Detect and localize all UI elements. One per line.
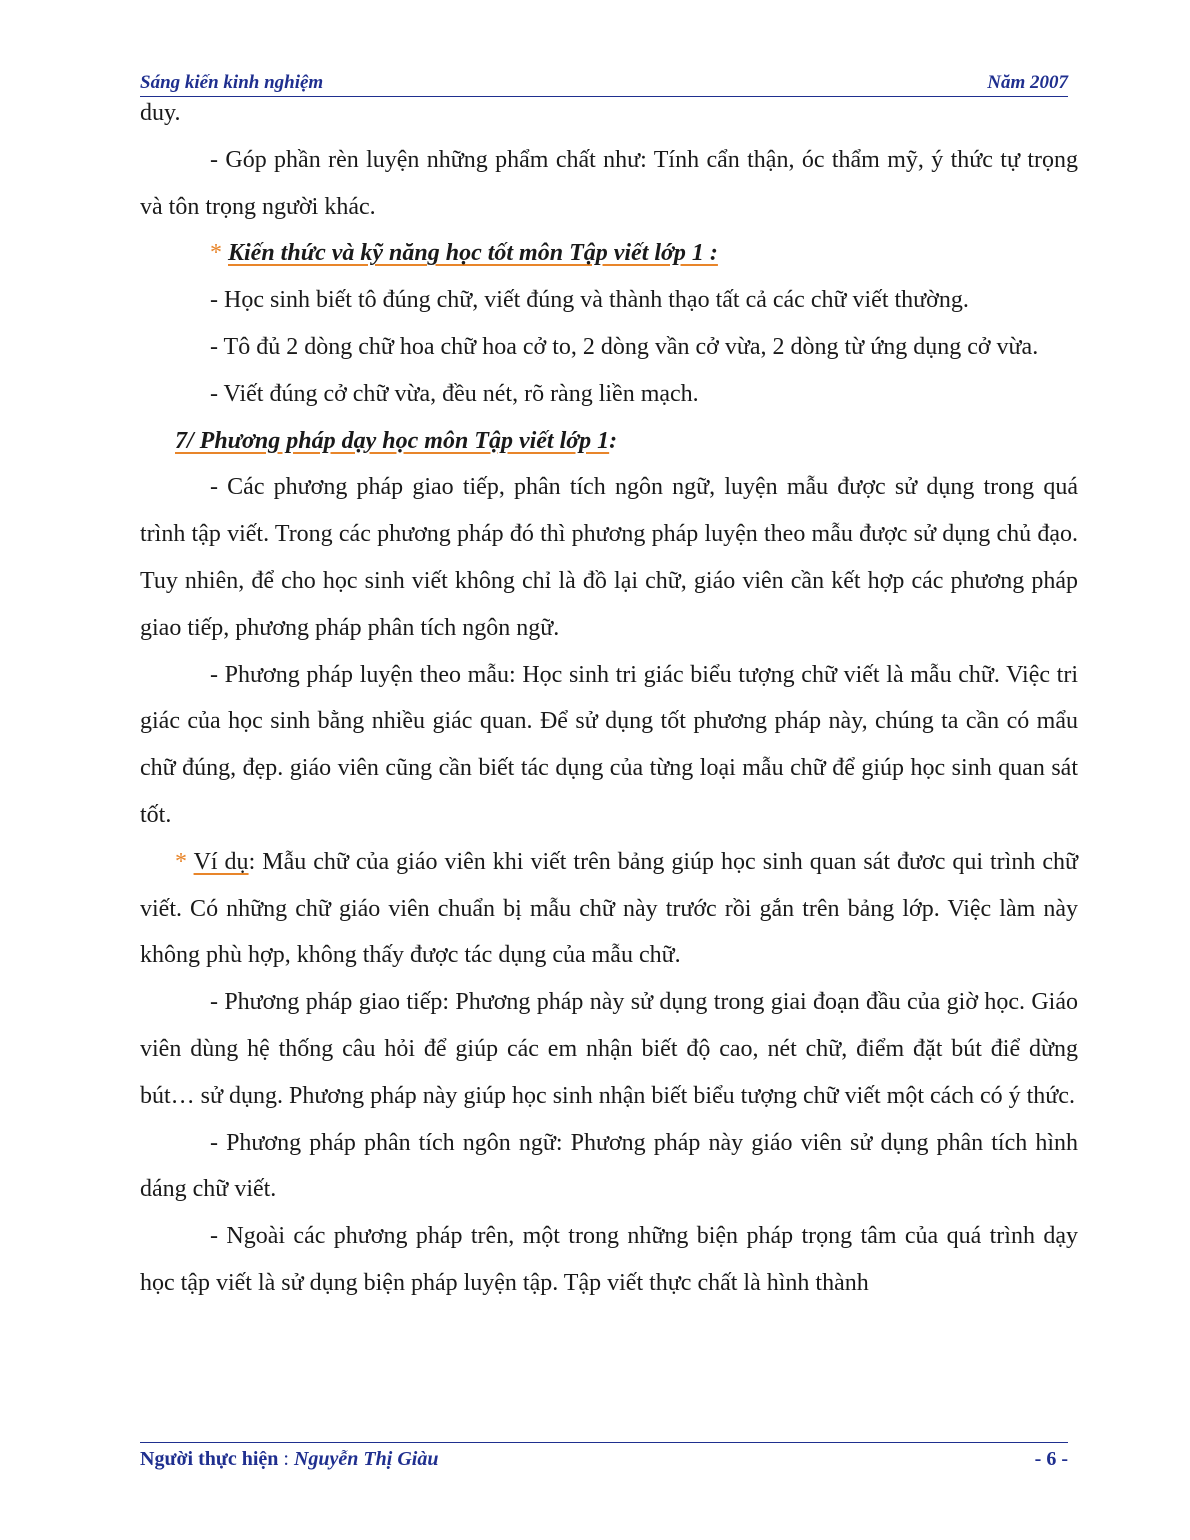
bullet-star-icon: * (210, 240, 222, 267)
paragraph-skill-1: - Học sinh biết tô đúng chữ, viết đúng và thành thạo tất cả các chữ viết thường. (210, 287, 969, 314)
document-body (140, 90, 1078, 1307)
paragraph-continuation: duy. (140, 100, 181, 126)
footer-author (140, 1446, 438, 1472)
page-footer (140, 1446, 1068, 1472)
paragraph-method-communication: - Phương pháp giao tiếp: Phương pháp này sử dụng trong giai đoạn đầu của giờ học. Giáo viên dùng hệ thống câu hỏi để giúp các em nhận biết độ cao, nét chữ, điểm đặt bút điể dừng bút… sử dụng. Phương pháp này giúp học sinh nhận biết biểu tượng chữ viết một cách có ý thức. (140, 989, 1078, 1109)
heading-methods-colon: : (609, 427, 618, 454)
footer-author-name: Nguyễn Thị Giàu (293, 1448, 439, 1470)
paragraph-method-practice: - Ngoài các phương pháp trên, một trong những biện pháp trọng tâm của quá trình dạy học tập viết là sử dụng biện pháp luyện tập. Tập viết thực chất là hình thành (140, 1223, 1078, 1296)
paragraph-methods-intro: - Các phương pháp giao tiếp, phân tích ngôn ngữ, luyện mẫu được sử dụng trong quá trình tập viết. Trong các phương pháp đó thì phương pháp luyện theo mẫu được sử dụng chủ đạo. Tuy nhiên, để cho học sinh viết không chỉ là đồ lại chữ, giáo viên cần kết hợp các phương pháp giao tiếp, phương pháp phân tích ngôn ngữ. (140, 474, 1078, 641)
example-label: Ví dụ (193, 848, 249, 875)
example-text: : Mẫu chữ của giáo viên khi viết trên bảng giúp học sinh quan sát đươc qui trình chữ viết. Có những chữ giáo viên chuẩn bị mẫu chữ này trước rồi gắn trên bảng lớp. Việc làm này không phù hợp, không thấy được tác dụng của mẫu chữ. (140, 848, 1078, 969)
footer-divider (140, 1442, 1068, 1443)
heading-skills-text: Kiến thức và kỹ năng học tốt môn Tập viết lớp 1 : (228, 240, 718, 267)
paragraph-qualities: - Góp phần rèn luyện những phẩm chất như: Tính cẩn thận, óc thẩm mỹ, ý thức tự trọng và tôn trọng người khác. (140, 146, 1078, 220)
paragraph-example (140, 839, 1078, 979)
section-heading-methods (140, 418, 1078, 465)
paragraph-method-model: - Phương pháp luyện theo mẫu: Học sinh tri giác biểu tượng chữ viết là mẫu chữ. Việc tri giác của học sinh bằng nhiều giác quan. Để sử dụng tốt phương pháp này, chúng ta cần có mẩu chữ đúng, đẹp. giáo viên cũng cần biết tác dụng của từng loại mẫu chữ để giúp học sinh quan sát tốt. (140, 661, 1078, 828)
heading-methods-text: 7/ Phương pháp dạy học môn Tập viết lớp 1 (175, 427, 610, 454)
paragraph-skill-3: - Viết đúng cở chữ vừa, đều nét, rõ ràng liền mạch. (210, 380, 699, 407)
header-year: Năm 2007 (987, 72, 1068, 93)
footer-author-label: Người thực hiện (140, 1448, 279, 1470)
paragraph-skill-2: - Tô đủ 2 dòng chữ hoa chữ hoa cở to, 2 dòng vần cở vừa, 2 dòng từ ứng dụng cở vừa. (210, 333, 1039, 360)
footer-separator: : (278, 1448, 294, 1470)
section-heading-skills (140, 230, 1078, 277)
page-number: - 6 - (1034, 1448, 1068, 1470)
header-title: Sáng kiến kinh nghiệm (140, 72, 324, 93)
example-star-icon: * (175, 848, 187, 875)
paragraph-method-analysis: - Phương pháp phân tích ngôn ngữ: Phương pháp này giáo viên sử dụng phân tích hình dáng chữ viết. (140, 1129, 1078, 1203)
